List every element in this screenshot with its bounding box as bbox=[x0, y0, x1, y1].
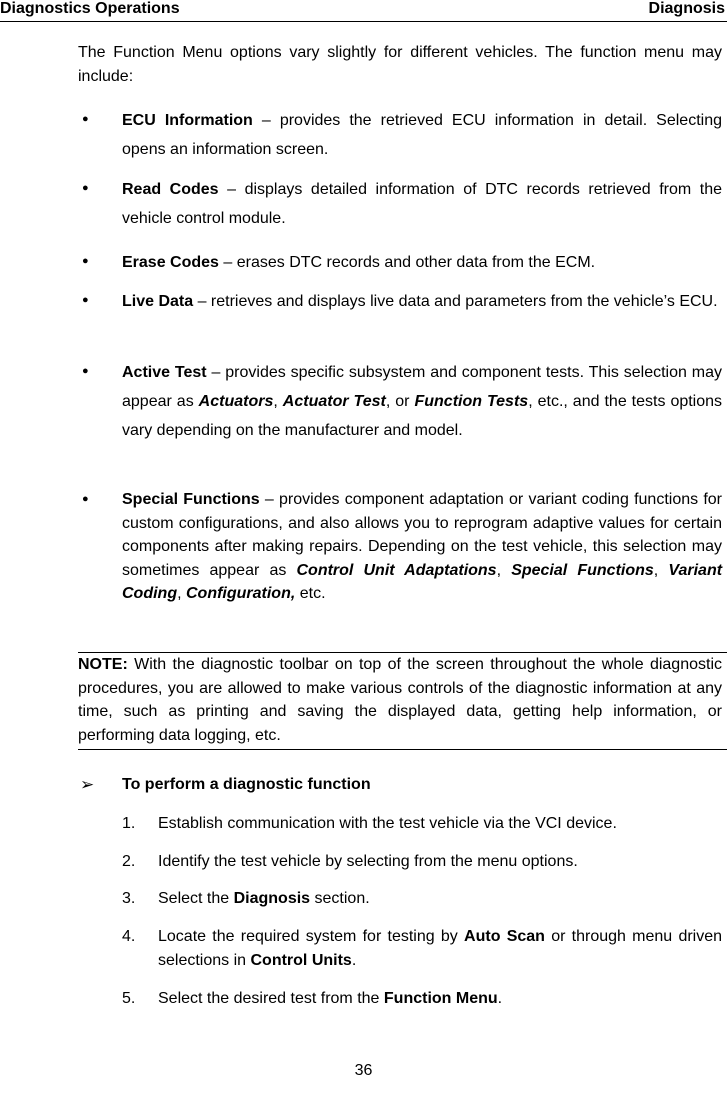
emphasis-text: Actuator Test bbox=[282, 392, 386, 410]
step-number: 4. bbox=[122, 928, 136, 945]
step-number: 5. bbox=[122, 990, 136, 1007]
header-chapter-title: Diagnosis bbox=[648, 0, 725, 17]
step-item bbox=[158, 887, 722, 911]
emphasis-text: Read Codes bbox=[122, 180, 219, 198]
emphasis-text: Active Test bbox=[122, 363, 207, 381]
text-run: Establish communication with the test vehicle via the VCI device. bbox=[158, 815, 617, 832]
list-item-live-data bbox=[122, 287, 722, 316]
emphasis-text: Special Functions bbox=[511, 561, 654, 579]
text-run: , bbox=[496, 561, 512, 579]
bullet-icon: ● bbox=[82, 365, 89, 377]
text-run: , bbox=[273, 392, 283, 410]
emphasis-text: Live Data bbox=[122, 292, 194, 310]
list-item-read-codes bbox=[122, 175, 722, 233]
emphasis-text: Diagnosis bbox=[233, 890, 311, 907]
text-run: , bbox=[653, 561, 669, 579]
emphasis-text: Special Functions bbox=[122, 491, 260, 508]
text-run: , etc., and the tests options vary depending on the manufacturer and model. bbox=[122, 392, 723, 440]
step-item bbox=[158, 987, 722, 1011]
arrow-bullet-icon: ➢ bbox=[80, 775, 95, 794]
page-number: 36 bbox=[354, 1062, 373, 1079]
list-item-active-test bbox=[122, 358, 722, 446]
bullet-icon: ● bbox=[82, 255, 89, 267]
step-number: 3. bbox=[122, 890, 136, 907]
emphasis-text: NOTE: bbox=[78, 656, 128, 673]
bullet-icon: ● bbox=[82, 113, 89, 125]
text-run: section. bbox=[310, 890, 370, 907]
text-run: – provides the retrieved ECU information in detail. Selecting opens an information screen. bbox=[122, 111, 723, 158]
list-item-erase-codes bbox=[122, 248, 722, 277]
note-text bbox=[78, 653, 722, 747]
page-header bbox=[0, 0, 727, 22]
step-item bbox=[158, 812, 722, 836]
step-number: 1. bbox=[122, 815, 136, 832]
bullet-icon: ● bbox=[82, 493, 89, 505]
emphasis-text: ECU Information bbox=[122, 111, 253, 129]
emphasis-text: Erase Codes bbox=[122, 253, 219, 271]
procedure-heading: To perform a diagnostic function bbox=[122, 776, 371, 793]
emphasis-text: Actuators bbox=[198, 392, 274, 410]
emphasis-text: Function Menu bbox=[383, 990, 498, 1007]
step-item bbox=[158, 925, 722, 973]
list-item-special-functions bbox=[122, 488, 722, 606]
text-run: – retrieves and displays live data and parameters from the vehicle’s ECU. bbox=[193, 292, 718, 310]
header-section-title: Diagnostics Operations bbox=[0, 0, 180, 17]
emphasis-text: Function Tests bbox=[414, 392, 529, 410]
text-run: , or bbox=[385, 392, 415, 410]
text-run: Select the bbox=[158, 890, 234, 907]
step-item bbox=[158, 850, 722, 874]
emphasis-text: Control Units bbox=[250, 952, 352, 969]
text-run: – provides component adaptation or variant coding functions for custom configurations, and also allows you to reprogram adaptive values for certain components after making repairs. Depending on the test vehicle, this selection may sometimes appear as bbox=[122, 491, 722, 579]
intro-paragraph bbox=[78, 41, 722, 89]
emphasis-text: Configuration, bbox=[185, 585, 296, 602]
text-run: or through menu driven selections in bbox=[158, 928, 723, 969]
text-run: etc. bbox=[295, 585, 326, 602]
step-number: 2. bbox=[122, 853, 136, 870]
text-run: – erases DTC records and other data from the ECM. bbox=[218, 253, 596, 271]
text-run: Identify the test vehicle by selecting from the menu options. bbox=[158, 853, 578, 870]
text-run: With the diagnostic toolbar on top of the screen throughout the whole diagnostic procedures, you are allowed to make various controls of the diagnostic information at any time, such as printing and saving the displayed data, getting help information, or performing data logging, etc. bbox=[78, 656, 722, 744]
text-run: . bbox=[497, 990, 503, 1007]
bullet-icon: ● bbox=[82, 294, 89, 306]
text-run: , bbox=[177, 585, 186, 602]
text-run: The Function Menu options vary slightly for different vehicles. The function menu may include: bbox=[78, 44, 722, 85]
emphasis-text: Variant Coding bbox=[122, 561, 723, 602]
list-item-ecu-information bbox=[122, 106, 722, 164]
text-run: . bbox=[351, 952, 357, 969]
note-box bbox=[78, 652, 727, 750]
text-run: Locate the required system for testing by bbox=[158, 928, 465, 945]
text-run: – provides specific subsystem and component tests. This selection may appear as bbox=[122, 363, 722, 410]
bullet-icon: ● bbox=[82, 182, 89, 194]
emphasis-text: Control Unit Adaptations bbox=[296, 561, 497, 579]
text-run: Select the desired test from the bbox=[158, 990, 384, 1007]
emphasis-text: Auto Scan bbox=[464, 928, 545, 945]
text-run: – displays detailed information of DTC records retrieved from the vehicle control module. bbox=[122, 180, 723, 227]
